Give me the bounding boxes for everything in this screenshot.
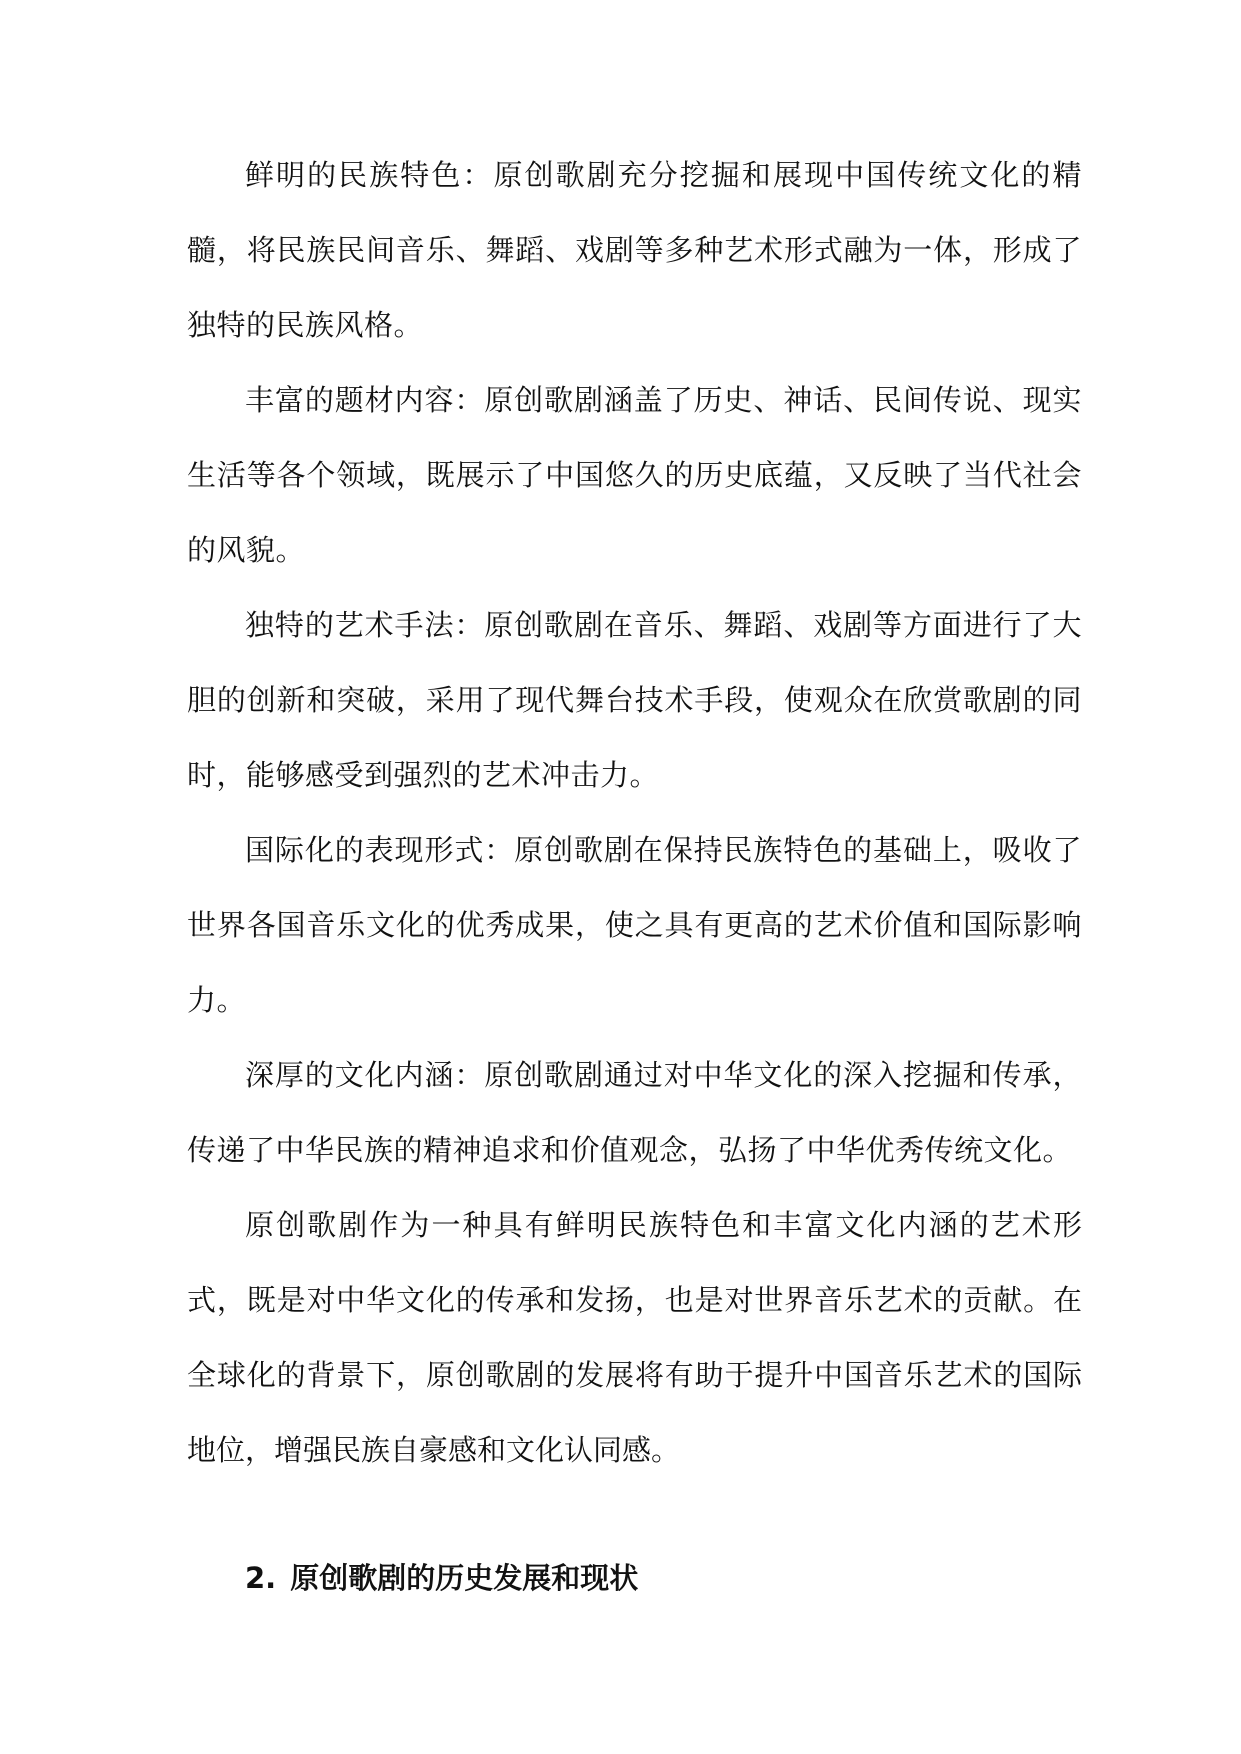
paragraph-ethnic-features: 鲜明的民族特色：原创歌剧充分挖掘和展现中国传统文化的精髓，将民族民间音乐、舞蹈、戏剧等多种艺术形式融为一体，形成了独特的民族风格。	[187, 158, 1082, 342]
body-text	[187, 138, 1082, 1488]
paragraph-rich-themes: 丰富的题材内容：原创歌剧涵盖了历史、神话、民间传说、现实生活等各个领域，既展示了中国悠久的历史底蕴，又反映了当代社会的风貌。	[187, 383, 1082, 567]
section-title: 原创歌剧的历史发展和现状	[290, 1561, 639, 1595]
section-number: 2.	[245, 1561, 277, 1595]
paragraph-international-form: 国际化的表现形式：原创歌剧在保持民族特色的基础上，吸收了世界各国音乐文化的优秀成果，使之具有更高的艺术价值和国际影响力。	[187, 833, 1082, 1017]
paragraph-cultural-connotation: 深厚的文化内涵：原创歌剧通过对中华文化的深入挖掘和传承，传递了中华民族的精神追求和价值观念，弘扬了中华优秀传统文化。	[187, 1058, 1082, 1167]
paragraph-artistic-methods: 独特的艺术手法：原创歌剧在音乐、舞蹈、戏剧等方面进行了大胆的创新和突破，采用了现代舞台技术手段，使观众在欣赏歌剧的同时，能够感受到强烈的艺术冲击力。	[187, 608, 1082, 792]
paragraph-summary: 原创歌剧作为一种具有鲜明民族特色和丰富文化内涵的艺术形式，既是对中华文化的传承和发扬，也是对世界音乐艺术的贡献。在全球化的背景下，原创歌剧的发展将有助于提升中国音乐艺术的国际地位，增强民族自豪感和文化认同感。	[187, 1208, 1082, 1467]
section-heading	[245, 1558, 638, 1598]
